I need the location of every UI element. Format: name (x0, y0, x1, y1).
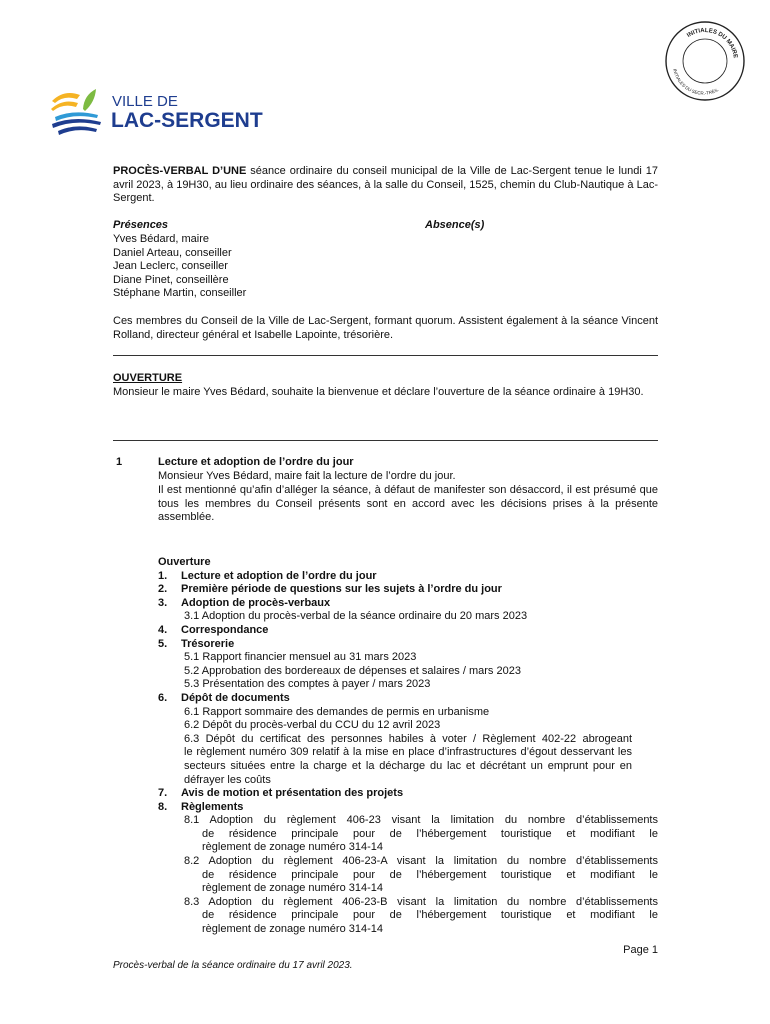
agenda-item (158, 583, 658, 597)
ville-lac-sergent-logo (50, 87, 286, 139)
agenda-subitem-line: 8.2 Adoption du règlement 406-23-A visant la limitation du nombre d’établissements (184, 855, 658, 868)
agenda-item (158, 638, 658, 652)
agenda-item-number: 7. (158, 787, 168, 800)
agenda-item (158, 787, 658, 801)
quorum-paragraph: Ces membres du Conseil de la Ville de Lac-Sergent, formant quorum. Assistent également à la séance Vincent Rolland, directeur général et Isabelle Lapointe, trésorière. (113, 315, 658, 341)
agenda-item-title: Première période de questions sur les sujets à l’ordre du jour (181, 583, 502, 596)
logo-line2: LAC-SERGENT (111, 109, 263, 132)
agenda-item-number: 5. (158, 637, 168, 650)
agenda-subitem: 5.1 Rapport financier mensuel au 31 mars 2023 (184, 651, 417, 664)
agenda-subitem-line: 8.3 Adoption du règlement 406-23-B visant la limitation du nombre d’établissements (184, 895, 658, 908)
item1-text2: Il est mentionné qu’afin d’alléger la séance, à défaut de manifester son désaccord, il est présumé que tous les membres du Conseil présents sont en accord avec les décisions prises à la présente assemblée. (158, 484, 658, 524)
page-footer: Procès-verbal de la séance ordinaire du 17 avril 2023. (113, 960, 353, 971)
agenda-subitem-continuation: règlement de zonage numéro 314-14 (202, 923, 384, 936)
agenda-subitem: 6.1 Rapport sommaire des demandes de permis en urbanisme (184, 705, 490, 718)
presence-item: Diane Pinet, conseillère (113, 273, 229, 286)
agenda-subitem: 3.1 Adoption du procès-verbal de la séance ordinaire du 20 mars 2023 (184, 610, 528, 623)
intro-text: séance ordinaire du conseil municipal de la Ville de Lac-Sergent tenue le lundi 17 avril 2023, à 19H30, au lieu ordinaire des séances, à la salle du Conseil, 1525, chemin du Club-Nautique à Lac-Sergent. (113, 165, 658, 205)
intro-paragraph (113, 165, 658, 206)
mayor-initials-stamp (664, 20, 746, 102)
agenda-subitem-6-3 (158, 733, 632, 787)
agenda-subitem-continuation: le règlement numéro 309 relatif à la mise en place d’infrastructures d’égout desservant les secteurs situées entre la charge et la décharge du lac et décrétant un emprunt pour en défrayer les coûts (184, 746, 632, 786)
agenda-subitem-8-3 (158, 896, 658, 937)
ouverture-text: Monsieur le maire Yves Bédard, souhaite la bienvenue et déclare l’ouverture de la séance ordinaire à 19H30. (113, 386, 644, 398)
agenda-item-title: Trésorerie (181, 637, 235, 650)
absences-heading: Absence(s) (425, 219, 485, 231)
agenda-subitem: 5.2 Approbation des bordereaux de dépenses et salaires / mars 2023 (184, 664, 521, 677)
agenda-item-title: Règlements (181, 800, 244, 813)
agenda-item-title: Dépôt de documents (181, 691, 290, 704)
agenda-item-number: 8. (158, 800, 168, 813)
agenda-item-number: 2. (158, 583, 168, 596)
agenda-item-number: 3. (158, 596, 168, 609)
item1-text1: Monsieur Yves Bédard, maire fait la lecture de l’ordre du jour. (158, 470, 456, 482)
agenda-item-number: 1. (158, 569, 168, 582)
presences-heading: Présences (113, 219, 169, 231)
agenda-subitem-line: 6.3 Dépôt du certificat des personnes habiles à voter / Règlement 402-22 abrogeant (184, 732, 632, 745)
agenda-item-number: 4. (158, 623, 168, 636)
svg-text:INITIALES DU MAIRE (685, 20, 745, 61)
intro-bold-lead: PROCÈS-VERBAL D’UNE (113, 165, 247, 177)
agenda-item (158, 570, 658, 584)
agenda-list (158, 556, 658, 937)
agenda-subitem-8-2 (158, 855, 658, 896)
agenda-subitem-continuation: règlement de zonage numéro 314-14 (202, 841, 384, 854)
presence-item: Stéphane Martin, conseiller (113, 287, 247, 300)
agenda-subitem: 6.2 Dépôt du procès-verbal du CCU du 12 avril 2023 (184, 719, 441, 732)
agenda-item-title: Lecture et adoption de l’ordre du jour (181, 569, 377, 582)
section-divider (113, 440, 658, 441)
agenda-item-title: Correspondance (181, 623, 269, 636)
agenda-item (158, 624, 658, 638)
presences-list (113, 233, 246, 301)
logo-emblem (51, 89, 101, 135)
page-number: Page 1 (623, 944, 658, 956)
logo-line1: VILLE DE (112, 93, 178, 110)
agenda-item (158, 597, 658, 611)
agenda-subitem-continuation: de résidence principale pour de l’hébergement touristique et modifiant le (202, 909, 658, 922)
agenda-item-title: Avis de motion et présentation des projets (181, 787, 404, 800)
agenda-heading: Ouverture (158, 556, 211, 568)
agenda-subitem: 5.3 Présentation des comptes à payer / mars 2023 (184, 678, 431, 691)
agenda-item (158, 692, 658, 706)
agenda-item-number: 6. (158, 691, 168, 704)
agenda-subitem-8-1 (158, 814, 658, 855)
agenda-item-title: Adoption de procès-verbaux (181, 596, 331, 609)
agenda-subitem-line: 8.1 Adoption du règlement 406-23 visant la limitation du nombre d’établissements (184, 814, 658, 827)
agenda-subitem-continuation: de résidence principale pour de l’hébergement touristique et modifiant le (202, 868, 658, 881)
item1-title: Lecture et adoption de l’ordre du jour (158, 456, 354, 468)
section-divider (113, 355, 658, 356)
agenda-item (158, 801, 658, 815)
svg-text:INITIALES DU SECR.-TRÉS. (667, 67, 721, 102)
presence-item: Yves Bédard, maire (113, 233, 209, 245)
stamp-bottom-text: INITIALES DU SECR.-TRÉS. (672, 68, 720, 96)
item1-number: 1 (116, 456, 123, 468)
presence-item: Jean Leclerc, conseiller (113, 260, 228, 273)
presence-item: Daniel Arteau, conseiller (113, 246, 232, 259)
stamp-top-text: INITIALES DU MAIRE (686, 27, 738, 59)
agenda-subitem-continuation: de résidence principale pour de l’hébergement touristique et modifiant le (202, 827, 658, 840)
ouverture-heading: OUVERTURE (113, 372, 183, 384)
agenda-subitem-continuation: règlement de zonage numéro 314-14 (202, 882, 384, 895)
